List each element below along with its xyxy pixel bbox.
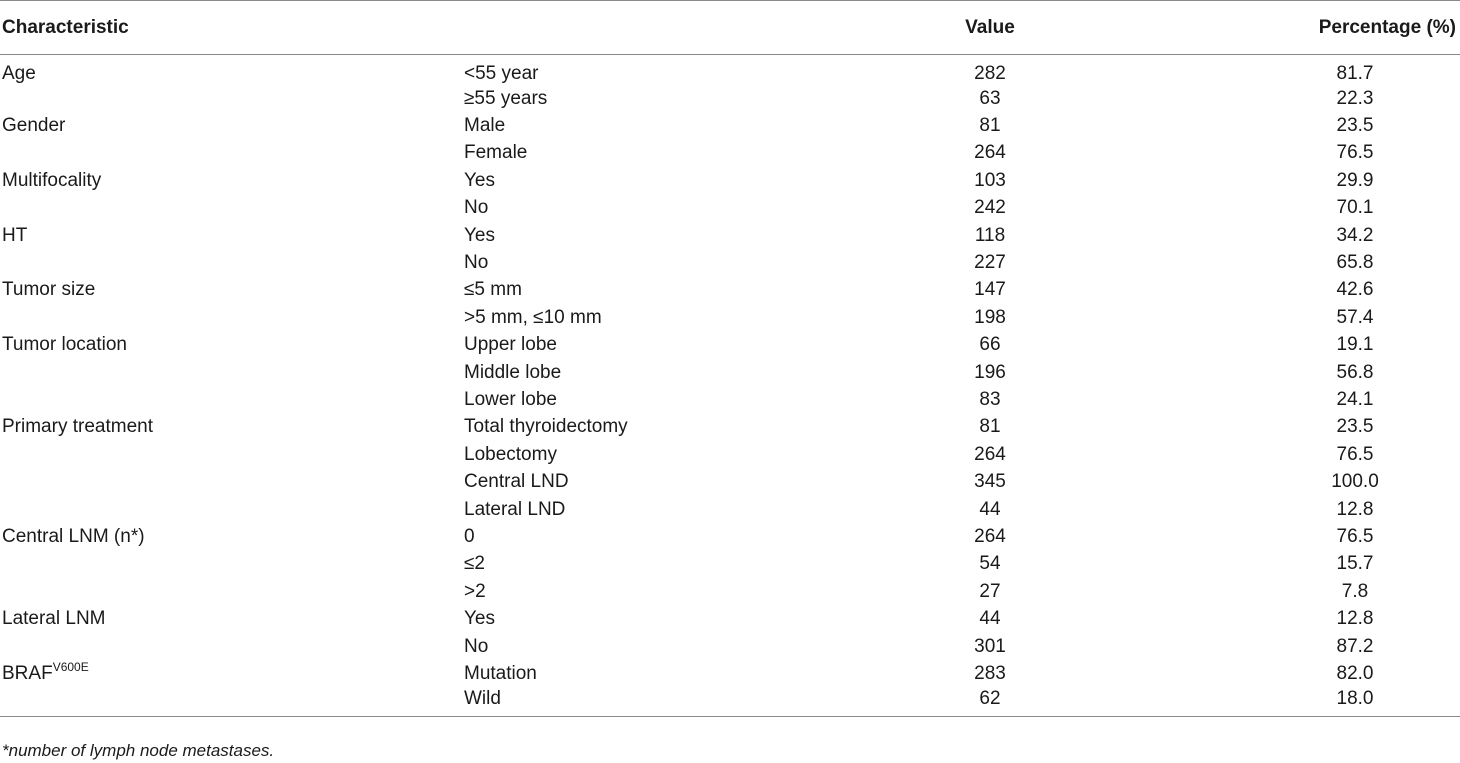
cell-value: 283	[974, 662, 1006, 684]
table-body	[0, 55, 1460, 717]
table-row	[0, 332, 1460, 359]
characteristic-superscript: V600E	[52, 659, 89, 674]
cell-percentage: 24.1	[1336, 388, 1374, 410]
cell-characteristic	[0, 551, 462, 578]
cell-value: 81	[979, 416, 1001, 438]
cell-value: 198	[974, 306, 1006, 328]
cell-category: <55 year	[464, 63, 539, 84]
cell-percentage: 57.4	[1336, 306, 1374, 328]
cell-value: 196	[974, 361, 1006, 383]
cell-percentage: 76.5	[1336, 443, 1374, 465]
cell-percentage: 29.9	[1336, 169, 1374, 191]
table-row	[0, 167, 1460, 194]
table-row	[0, 359, 1460, 386]
cell-characteristic	[0, 167, 462, 194]
cell-characteristic	[0, 85, 462, 112]
cell-percentage: 7.8	[1341, 580, 1369, 602]
characteristic-label: BRAF	[2, 662, 53, 684]
cell-category: ≤2	[464, 553, 485, 575]
cell-category: Yes	[464, 608, 495, 630]
table-row	[0, 55, 1460, 86]
table-footnote: *number of lymph node metastases.	[2, 741, 275, 760]
table-row	[0, 112, 1460, 139]
table-row	[0, 386, 1460, 413]
header-category	[462, 1, 890, 55]
cell-value: 301	[974, 635, 1006, 657]
characteristic-label: Primary treatment	[2, 416, 153, 438]
cell-percentage: 12.8	[1336, 608, 1374, 630]
cell-characteristic	[0, 55, 462, 86]
table-row	[0, 496, 1460, 523]
cell-characteristic	[0, 633, 462, 660]
table-row	[0, 222, 1460, 249]
cell-characteristic	[0, 222, 462, 249]
cell-value: 264	[974, 525, 1006, 547]
cell-value: 282	[974, 63, 1006, 84]
cell-value: 81	[979, 115, 1001, 137]
cell-characteristic	[0, 249, 462, 276]
cell-percentage: 70.1	[1336, 197, 1374, 219]
header-value: Value	[890, 1, 1090, 55]
cell-percentage: 23.5	[1336, 115, 1374, 137]
cell-category: Mutation	[464, 662, 537, 684]
characteristic-label: Age	[2, 63, 36, 84]
cell-percentage: 87.2	[1336, 635, 1374, 657]
cell-category: Yes	[464, 224, 495, 246]
cell-percentage: 42.6	[1336, 279, 1374, 301]
cell-characteristic	[0, 414, 462, 441]
table-row	[0, 195, 1460, 222]
cell-characteristic	[0, 605, 462, 632]
characteristic-label: Central LNM (n*)	[2, 525, 145, 547]
cell-category: Yes	[464, 169, 495, 191]
characteristic-label: Lateral LNM	[2, 608, 106, 630]
table-row	[0, 304, 1460, 331]
cell-percentage: 22.3	[1336, 87, 1374, 109]
cell-category: Male	[464, 115, 506, 137]
cell-characteristic	[0, 688, 462, 717]
cell-value: 44	[979, 498, 1001, 520]
cell-value: 27	[979, 580, 1001, 602]
cell-value: 62	[890, 688, 1090, 717]
cell-characteristic	[0, 386, 462, 413]
cell-category: Lobectomy	[464, 443, 557, 465]
characteristic-label: Tumor size	[2, 279, 96, 301]
header-characteristic: Characteristic	[0, 1, 462, 55]
cell-percentage: 19.1	[1336, 334, 1374, 356]
cell-characteristic	[0, 195, 462, 222]
cell-percentage: 18.0	[1090, 688, 1460, 717]
table-row	[0, 140, 1460, 167]
table-row	[0, 605, 1460, 632]
table-row	[0, 551, 1460, 578]
cell-category: Central LND	[464, 471, 569, 493]
cell-characteristic	[0, 496, 462, 523]
cell-percentage: 34.2	[1336, 224, 1374, 246]
table-row	[0, 249, 1460, 276]
header-percentage: Percentage (%)	[1090, 1, 1460, 55]
table-row	[0, 523, 1460, 550]
cell-value: 264	[974, 142, 1006, 164]
table-row	[0, 633, 1460, 660]
table-row	[0, 414, 1460, 441]
cell-value: 227	[974, 252, 1006, 274]
cell-category: >2	[464, 580, 486, 602]
table-header	[0, 1, 1460, 55]
cell-value: 83	[979, 388, 1001, 410]
cell-category: 0	[464, 525, 475, 547]
table-row	[0, 468, 1460, 495]
cell-category: No	[464, 252, 489, 274]
cell-percentage: 76.5	[1336, 525, 1374, 547]
cell-category: >5 mm, ≤10 mm	[464, 306, 602, 328]
cell-characteristic	[0, 140, 462, 167]
cell-category: ≥55 years	[464, 87, 548, 109]
cell-percentage: 82.0	[1336, 662, 1374, 684]
cell-value: 264	[974, 443, 1006, 465]
cell-characteristic	[0, 304, 462, 331]
cell-value: 242	[974, 197, 1006, 219]
cell-characteristic	[0, 359, 462, 386]
cell-characteristic	[0, 332, 462, 359]
cell-value: 63	[979, 87, 1001, 109]
cell-value: 44	[979, 608, 1001, 630]
cell-percentage: 76.5	[1336, 142, 1374, 164]
cell-characteristic	[0, 523, 462, 550]
cell-value: 345	[974, 471, 1006, 493]
cell-percentage: 12.8	[1336, 498, 1374, 520]
cell-value: 54	[979, 553, 1001, 575]
characteristic-label: Gender	[2, 115, 66, 137]
cell-value: 118	[974, 224, 1006, 246]
table-row	[0, 660, 1460, 687]
cell-percentage: 15.7	[1336, 553, 1374, 575]
cell-percentage: 65.8	[1336, 252, 1374, 274]
cell-category: Middle lobe	[464, 361, 562, 383]
cell-category: Female	[464, 142, 528, 164]
cell-characteristic	[0, 277, 462, 304]
table-row	[0, 277, 1460, 304]
table-row	[0, 85, 1460, 112]
cell-value: 147	[974, 279, 1006, 301]
cell-characteristic	[0, 112, 462, 139]
cell-category: No	[464, 197, 489, 219]
cell-characteristic	[0, 441, 462, 468]
cell-percentage: 23.5	[1336, 416, 1374, 438]
header-row	[0, 1, 1460, 55]
cell-percentage: 56.8	[1336, 361, 1374, 383]
cell-value: 66	[979, 334, 1001, 356]
characteristic-label: HT	[2, 224, 28, 246]
cell-characteristic	[0, 468, 462, 495]
cell-percentage: 81.7	[1336, 63, 1374, 84]
cell-category: Total thyroidectomy	[464, 416, 628, 438]
cell-category: Upper lobe	[464, 334, 557, 356]
cell-category: No	[464, 635, 489, 657]
table-row	[0, 688, 1460, 717]
table-row	[0, 441, 1460, 468]
cell-category: Lower lobe	[464, 388, 557, 410]
cell-category: ≤5 mm	[464, 279, 522, 301]
cell-category: Lateral LND	[464, 498, 566, 520]
cell-value: 103	[974, 169, 1006, 191]
cell-characteristic	[0, 660, 462, 687]
characteristic-label: Tumor location	[2, 334, 127, 356]
cell-characteristic	[0, 578, 462, 605]
cell-category: Wild	[462, 688, 890, 717]
characteristic-label: Multifocality	[2, 169, 102, 191]
cell-percentage: 100.0	[1331, 471, 1379, 493]
table-row	[0, 578, 1460, 605]
